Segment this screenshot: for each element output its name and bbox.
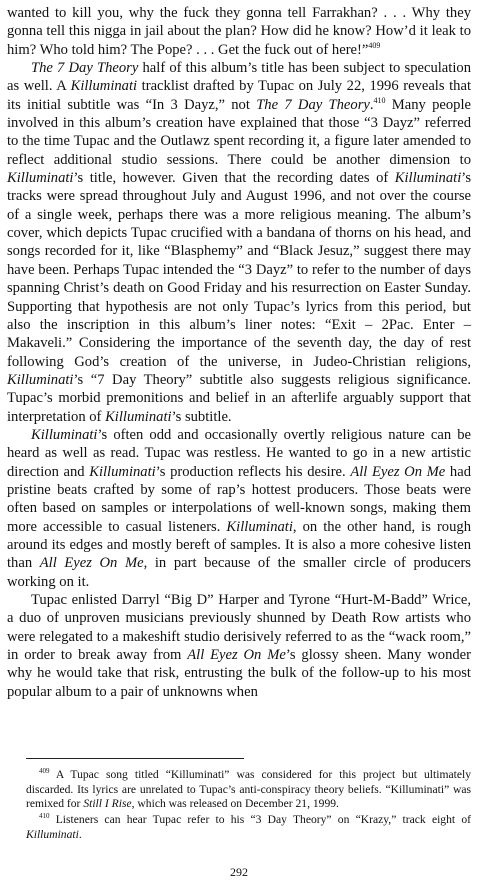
footnote-reference: 409 — [368, 40, 381, 50]
italic-title: The 7 Day Theory — [256, 96, 370, 113]
paragraph — [7, 59, 471, 426]
text-run: half of this album’s title has been subject to speculation as well. A — [7, 60, 471, 95]
text-run: Tupac enlisted Darryl “Big D” Harper and Tyrone “Hurt-M-Badd” Wrice, a duo of unproven musicians previously shunned by Death Row artists who were relegated to a makeshift studio derisively referred to as the “wack room,” in order to break away from — [7, 592, 471, 664]
text-run: had pristine beats crafted by some of rap’s hottest producers. Those beats were often based on samples or interpolations of well-known songs, making them more accessible to casual listeners. — [7, 463, 471, 535]
italic-title: Killuminati — [70, 78, 138, 95]
italic-title: Killuminati — [26, 827, 79, 841]
italic-title: Killuminati — [7, 371, 74, 388]
italic-title: Killuminati — [7, 170, 74, 187]
italic-title: Killuminati — [31, 426, 98, 443]
text-run: ’s production reflects his desire. — [155, 463, 351, 480]
page-number: 292 — [230, 865, 248, 879]
text-run: ’s often odd and occasionally overtly religious nature can be heard as well as read. Tupac was restless. He wanted to go in a new artistic direction and — [7, 426, 471, 480]
footnote — [26, 768, 471, 812]
footnote-reference: 410 — [39, 812, 50, 821]
text-run: ’s title, however. Given that the recording dates of — [73, 170, 395, 187]
text-run: wanted to kill you, why the fuck they gonna tell Farrakhan? . . . Why they gonna tell this nigga in jail about the plan? How did he know? How’d it leak to him? Who told him? The Pope? . . . Get the fuck out of here!” — [7, 5, 471, 58]
text-run: , which was released on December 21, 1999. — [131, 797, 339, 811]
text-run: ’s tracks were spread throughout July and August 1996, and not over the course of a single week, perhaps there was a more religious meaning. The album’s cover, which depicts Tupac crucified with a bandana of thorns on his head, and songs recorded for it, like “Blasphemy” and “Black Jesuz,” suggest there may have been. Perhaps Tupac intended the “3 Dayz” to refer to the number of days spanning Christ’s death on Good Friday and his resurrection on Easter Sunday. Supporting that hypothesis are not only Tupac’s lyrics from this period, but also the inscription in this album’s liner notes: “Exit – 2Pac. Enter – Makaveli.” Considering the importance of the seventh day, the day of rest following God’s creation of the universe, in Judeo-Christian religions, — [7, 170, 471, 370]
italic-title: All Eyez On Me — [39, 555, 144, 572]
italic-title: Still I Rise — [83, 797, 132, 811]
italic-title: All Eyez On Me — [350, 463, 446, 480]
text-run: , in part because of the smaller circle of producers working on it. — [7, 555, 471, 590]
text-run: tracklist drafted by Tupac on July 22, 1996 reveals that its initial subtitle was “In 3 Dayz,” not — [7, 78, 472, 113]
text-run: Many people involved in this album’s creation have explained that those “3 Dayz” referred to the time Tupac and the Outlawz spent recording it, a figure later amended to reflect additional studio sessions. There could be another dimension to — [7, 96, 472, 168]
italic-title: Killuminati — [105, 408, 172, 425]
text-run: ’s “7 Day Theory” subtitle also suggests religious significance. Tupac’s morbid premonitions and belief in an afterlife arguably support that interpretation of — [7, 371, 471, 425]
footnote-reference: 410 — [373, 95, 386, 105]
text-run: Listeners can hear Tupac refer to his “3 Day Theory” on “Krazy,” track eight of — [49, 813, 471, 827]
text-run: A Tupac song titled “Killuminati” was considered for this project but ultimately discarded. Its lyrics are unrelated to Tupac’s anti-conspiracy theory beliefs. “Killuminati” was remixed for — [26, 768, 471, 811]
paragraph — [7, 591, 471, 701]
footnote-reference: 409 — [39, 767, 50, 776]
italic-title: Killuminati — [226, 518, 293, 535]
paragraph — [7, 426, 471, 591]
italic-title: The 7 Day Theory — [31, 60, 139, 77]
italic-title: Killuminati — [394, 170, 462, 187]
text-run: ’s subtitle. — [171, 408, 232, 425]
text-run: . — [78, 827, 82, 841]
text-run: , on the other hand, is rough around its edges and mostly bereft of samples. It is also a more cohesive listen than — [7, 518, 471, 572]
italic-title: Killuminati — [89, 463, 156, 480]
paragraph — [7, 4, 471, 59]
text-run: . — [369, 96, 374, 113]
italic-title: All Eyez On Me — [187, 647, 286, 664]
footnote-separator — [26, 758, 244, 759]
footnote — [26, 813, 471, 842]
footnotes — [26, 768, 471, 844]
text-run: ’s glossy sheen. Many wonder why he would take that risk, entrusting the bulk of the follow-up to his most popular album to a pair of unknowns when — [7, 647, 472, 700]
body-text — [7, 4, 471, 701]
